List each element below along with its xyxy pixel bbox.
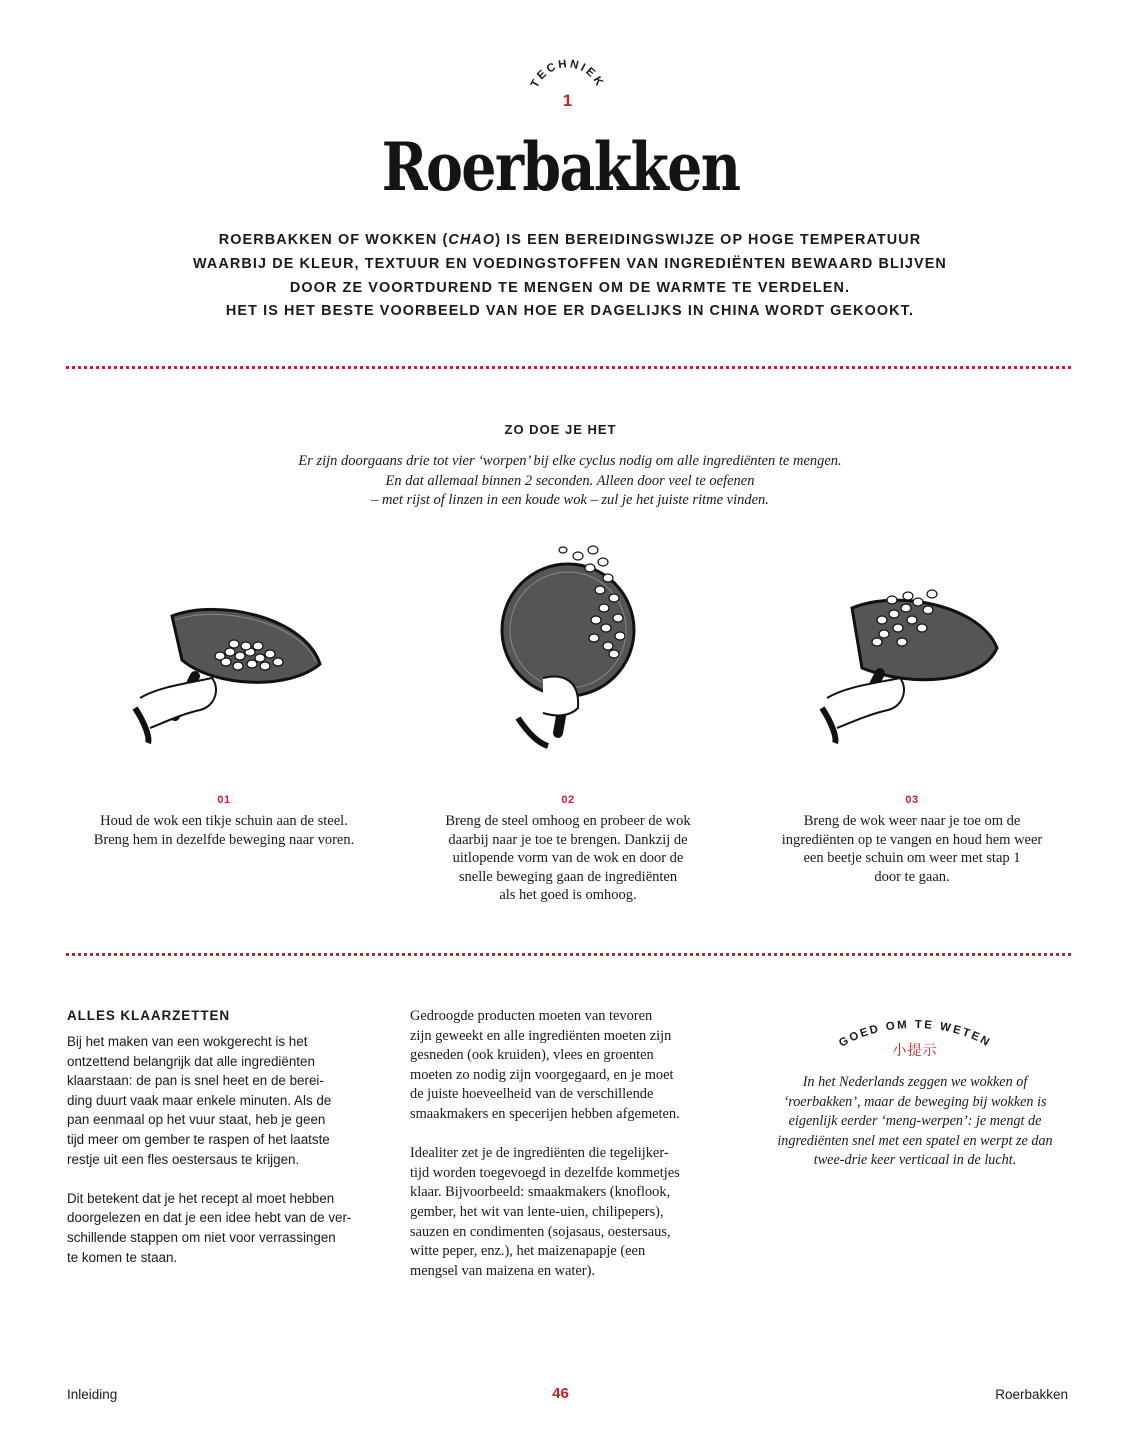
step-line: een beetje schuin om weer met stap 1 — [803, 850, 1021, 866]
section-title: ALLES KLAARZETTEN — [67, 1008, 231, 1023]
badge-word: TECHNIEK — [528, 58, 607, 90]
step-1-text — [74, 812, 374, 849]
goed-chinese-text: 小提示 — [892, 1043, 938, 1059]
body-line: mengsel van maizena en water). — [410, 1262, 595, 1279]
body-line: tijd meer om gember te raspen of het laatste — [67, 1131, 330, 1147]
intro-line: ROERBAKKEN OF WOKKEN (CHAO) IS EEN BEREIDINGSWIJZE OP HOGE TEMPERATUUR — [218, 232, 922, 248]
dotted-divider — [66, 366, 1071, 369]
body-line: gesneden (ook kruiden), vlees en groenten — [410, 1047, 654, 1064]
goed-line: twee-drie keer verticaal in de lucht. — [813, 1152, 1017, 1169]
how-to-title: ZO DOE JE HET — [504, 422, 617, 437]
step-line: door te gaan. — [874, 868, 950, 885]
body-line: zijn geweekt en alle ingrediënten moeten zijn — [410, 1027, 672, 1044]
goed-line: ‘roerbakken’, maar de beweging bij wokken is — [783, 1093, 1047, 1110]
wok-icon — [502, 546, 634, 696]
body-line: te komen te staan. — [67, 1249, 178, 1265]
body-line: gember, het wit van lente-uien, chilipepers), — [410, 1203, 664, 1220]
body-line: Gedroogde producten moeten van tevoren — [410, 1008, 653, 1024]
page-title: Roerbakken — [381, 128, 740, 206]
wok-illustration-step-3 — [732, 538, 1032, 758]
body-line: schillende stappen om niet voor verrassingen — [67, 1229, 336, 1245]
intro-line: WAARBIJ DE KLEUR, TEXTUUR EN VOEDINGSTOFFEN VAN INGREDIËNTEN BEWAARD BLIJVEN — [193, 255, 947, 272]
footer-section-left: Inleiding — [67, 1387, 118, 1402]
body-line: smaakmakers en specerijen hebben afgemeten. — [410, 1105, 680, 1122]
body-line: Bij het maken van een wokgerecht is het — [67, 1034, 308, 1049]
wok-illustration-step-1 — [120, 538, 420, 758]
step-line: Breng hem in dezelfde beweging naar voren. — [93, 831, 355, 848]
step-3-text — [762, 812, 1062, 886]
how-to-line: – met rijst of linzen in een koude wok – zul je het juiste ritme vinden. — [371, 492, 769, 508]
body-line: restje uit een fles oestersaus te krijgen. — [67, 1151, 300, 1167]
body-line: klaarstaan: de pan is snel heet en de berei- — [67, 1073, 324, 1089]
hand-icon — [822, 673, 904, 743]
step-1-number: 01 — [217, 794, 231, 806]
badge-number: 1 — [562, 91, 573, 110]
body-line: doorgelezen en dat je een idee hebt van de ver- — [67, 1210, 352, 1226]
how-to-line: Er zijn doorgaans drie tot vier ‘worpen’ bij elke cyclus nodig om alle ingrediënten te mengen. — [298, 453, 842, 469]
dotted-divider — [66, 953, 1071, 956]
step-line: daarbij naar je toe te brengen. Dankzij de — [448, 831, 688, 848]
goed-line: ingrediënten snel met een spatel en werpt ze dan — [777, 1132, 1053, 1149]
step-2-number: 02 — [561, 794, 575, 806]
step-3-number: 03 — [905, 794, 919, 806]
body-line: sauzen en condimenten (sojasaus, oestersaus, — [410, 1223, 671, 1240]
goed-text — [740, 1073, 1090, 1171]
intro-text — [150, 229, 990, 324]
footer-section-right: Roerbakken — [995, 1387, 1068, 1402]
text-column-1 — [67, 1032, 377, 1267]
body-line: tijd worden toegevoegd in dezelfde kommetjes — [410, 1164, 680, 1181]
body-line: moeten zo nodig zijn voorgegaard, en je moet — [410, 1066, 674, 1083]
step-line: als het goed is omhoog. — [499, 887, 637, 903]
goed-badge-text: GOED OM TE WETEN — [837, 1018, 993, 1050]
wok-icon — [852, 590, 997, 680]
svg-text:TECHNIEK — [529, 58, 606, 90]
how-to-text — [200, 452, 940, 511]
step-line: Breng de steel omhoog en probeer de wok — [445, 813, 691, 829]
body-line: ding duurt vaak maar enkele minuten. Als de — [67, 1092, 332, 1108]
step-line: uitlopende vorm van de wok en door de — [452, 850, 684, 866]
goed-line: eigenlijk eerder ‘meng-werpen’: je mengt de — [788, 1113, 1042, 1130]
step-line: snelle beweging gaan de ingrediënten — [458, 868, 678, 885]
body-line: de juiste hoeveelheid van de verschillende — [410, 1086, 654, 1103]
intro-line: HET IS HET BESTE VOORBEELD VAN HOE ER DAGELIJKS IN CHINA WORDT GEKOOKT. — [225, 303, 915, 320]
intro-line: DOOR ZE VOORTDUREND TE MENGEN OM DE WARMTE TE VERDELEN. — [289, 279, 851, 296]
body-line: Idealiter zet je de ingrediënten die tegelijker- — [410, 1145, 669, 1162]
wok-illustration-step-2 — [418, 538, 718, 758]
body-line: ontzettend belangrijk dat alle ingrediënten — [67, 1053, 315, 1069]
body-line: Dit betekent dat je het recept al moet hebben — [67, 1190, 335, 1206]
step-line: ingrediënten op te vangen en houd hem weer — [781, 831, 1043, 848]
how-to-line: En dat allemaal binnen 2 seconden. Alleen door veel te oefenen — [385, 472, 755, 489]
step-line: Breng de wok weer naar je toe om de — [803, 813, 1021, 829]
techniek-badge — [500, 58, 635, 118]
page-number: 46 — [552, 1385, 569, 1402]
goed-line: In het Nederlands zeggen we wokken of — [802, 1074, 1028, 1090]
body-line: pan eenmaal op het vuur staat, heb je geen — [67, 1112, 326, 1128]
hand-icon — [135, 676, 216, 743]
text-column-2 — [410, 1007, 730, 1281]
hand-icon — [518, 677, 578, 746]
body-line: klaar. Bijvoorbeeld: smaakmakers (knoflook, — [410, 1184, 671, 1201]
body-line: witte peper, enz.), het maizenapapje (een — [410, 1243, 646, 1260]
step-2-text — [418, 812, 718, 905]
step-line: Houd de wok een tikje schuin aan de steel. — [100, 813, 348, 829]
